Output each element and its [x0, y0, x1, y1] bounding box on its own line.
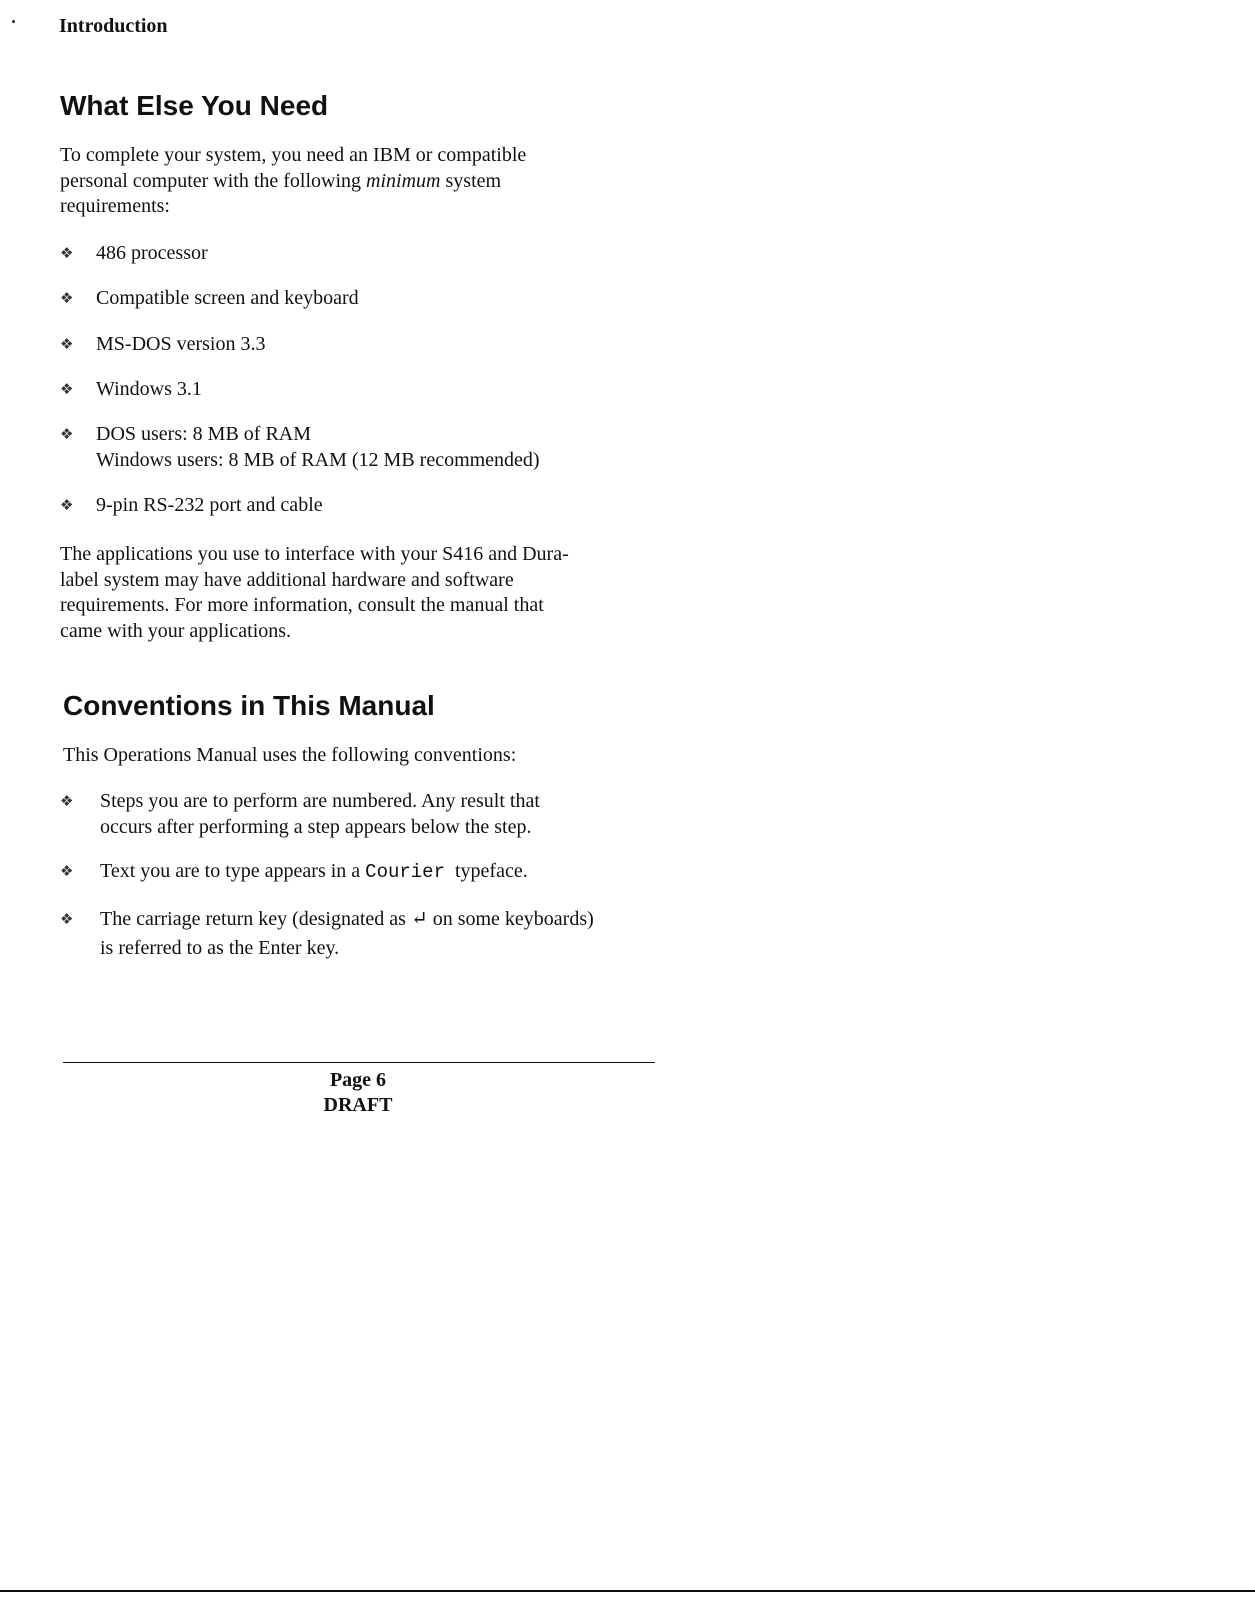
intro-paragraph — [60, 143, 620, 220]
page-number: Page 6 — [329, 1069, 387, 1091]
draft-label: DRAFT — [323, 1094, 393, 1116]
list-item-text: Steps you are to perform are numbered. Any result that — [100, 790, 540, 812]
list-item-text: MS-DOS version 3.3 — [96, 333, 266, 355]
list-item-text-line-2: occurs after performing a step appears below the step. — [100, 816, 532, 838]
typing-text-after: typeface. — [445, 860, 528, 882]
bullet-icon: ❖ — [60, 335, 74, 353]
list-item-text — [100, 859, 528, 886]
closing-line: label system may have additional hardware and software — [60, 568, 514, 591]
footer-rule — [63, 1062, 655, 1063]
list-item-text: The carriage return key (designated as ↵ on some keyboards) — [100, 908, 594, 930]
bullet-icon: ❖ — [60, 496, 74, 514]
courier-sample: Courier — [365, 861, 445, 883]
heading-conventions: Conventions in This Manual — [63, 690, 435, 721]
closing-line: came with your applications. — [60, 619, 292, 642]
list-item-text: Windows 3.1 — [96, 378, 202, 400]
bullet-icon: ❖ — [60, 289, 74, 307]
intro-line-2: personal computer with the following minimum system — [60, 169, 502, 192]
intro-line-3: requirements: — [60, 195, 170, 217]
intro-line-1: To complete your system, you need an IBM or compatible — [60, 144, 527, 166]
list-item-text: DOS users: 8 MB of RAM — [96, 423, 312, 445]
list-item-text: 486 processor — [96, 242, 208, 264]
bullet-icon: ❖ — [60, 792, 74, 810]
list-item-text-line-2: is referred to as the Enter key. — [100, 937, 340, 959]
bullet-icon: ❖ — [60, 380, 74, 398]
scan-edge-line — [0, 1590, 1255, 1592]
running-header: Introduction — [59, 15, 168, 37]
typing-text-before: Text you are to type appears in a — [100, 860, 366, 882]
list-item-text-line-2: Windows users: 8 MB of RAM (12 MB recommended) — [96, 449, 540, 471]
list-item-text: 9-pin RS-232 port and cable — [96, 494, 323, 516]
heading-what-else-you-need: What Else You Need — [60, 90, 329, 121]
scan-speck — [12, 20, 15, 23]
conventions-intro: This Operations Manual uses the following conventions: — [63, 744, 517, 766]
closing-line: The applications you use to interface with your S416 and Dura- — [60, 543, 569, 565]
list-item-text: Compatible screen and keyboard — [96, 287, 359, 309]
bullet-icon: ❖ — [60, 425, 74, 443]
bullet-icon: ❖ — [60, 244, 74, 262]
intro-emphasis: minimum — [366, 169, 441, 192]
closing-line: requirements. For more information, consult the manual that — [60, 594, 544, 616]
bullet-icon: ❖ — [60, 862, 74, 880]
bullet-icon: ❖ — [60, 910, 74, 928]
closing-paragraph — [60, 542, 660, 644]
